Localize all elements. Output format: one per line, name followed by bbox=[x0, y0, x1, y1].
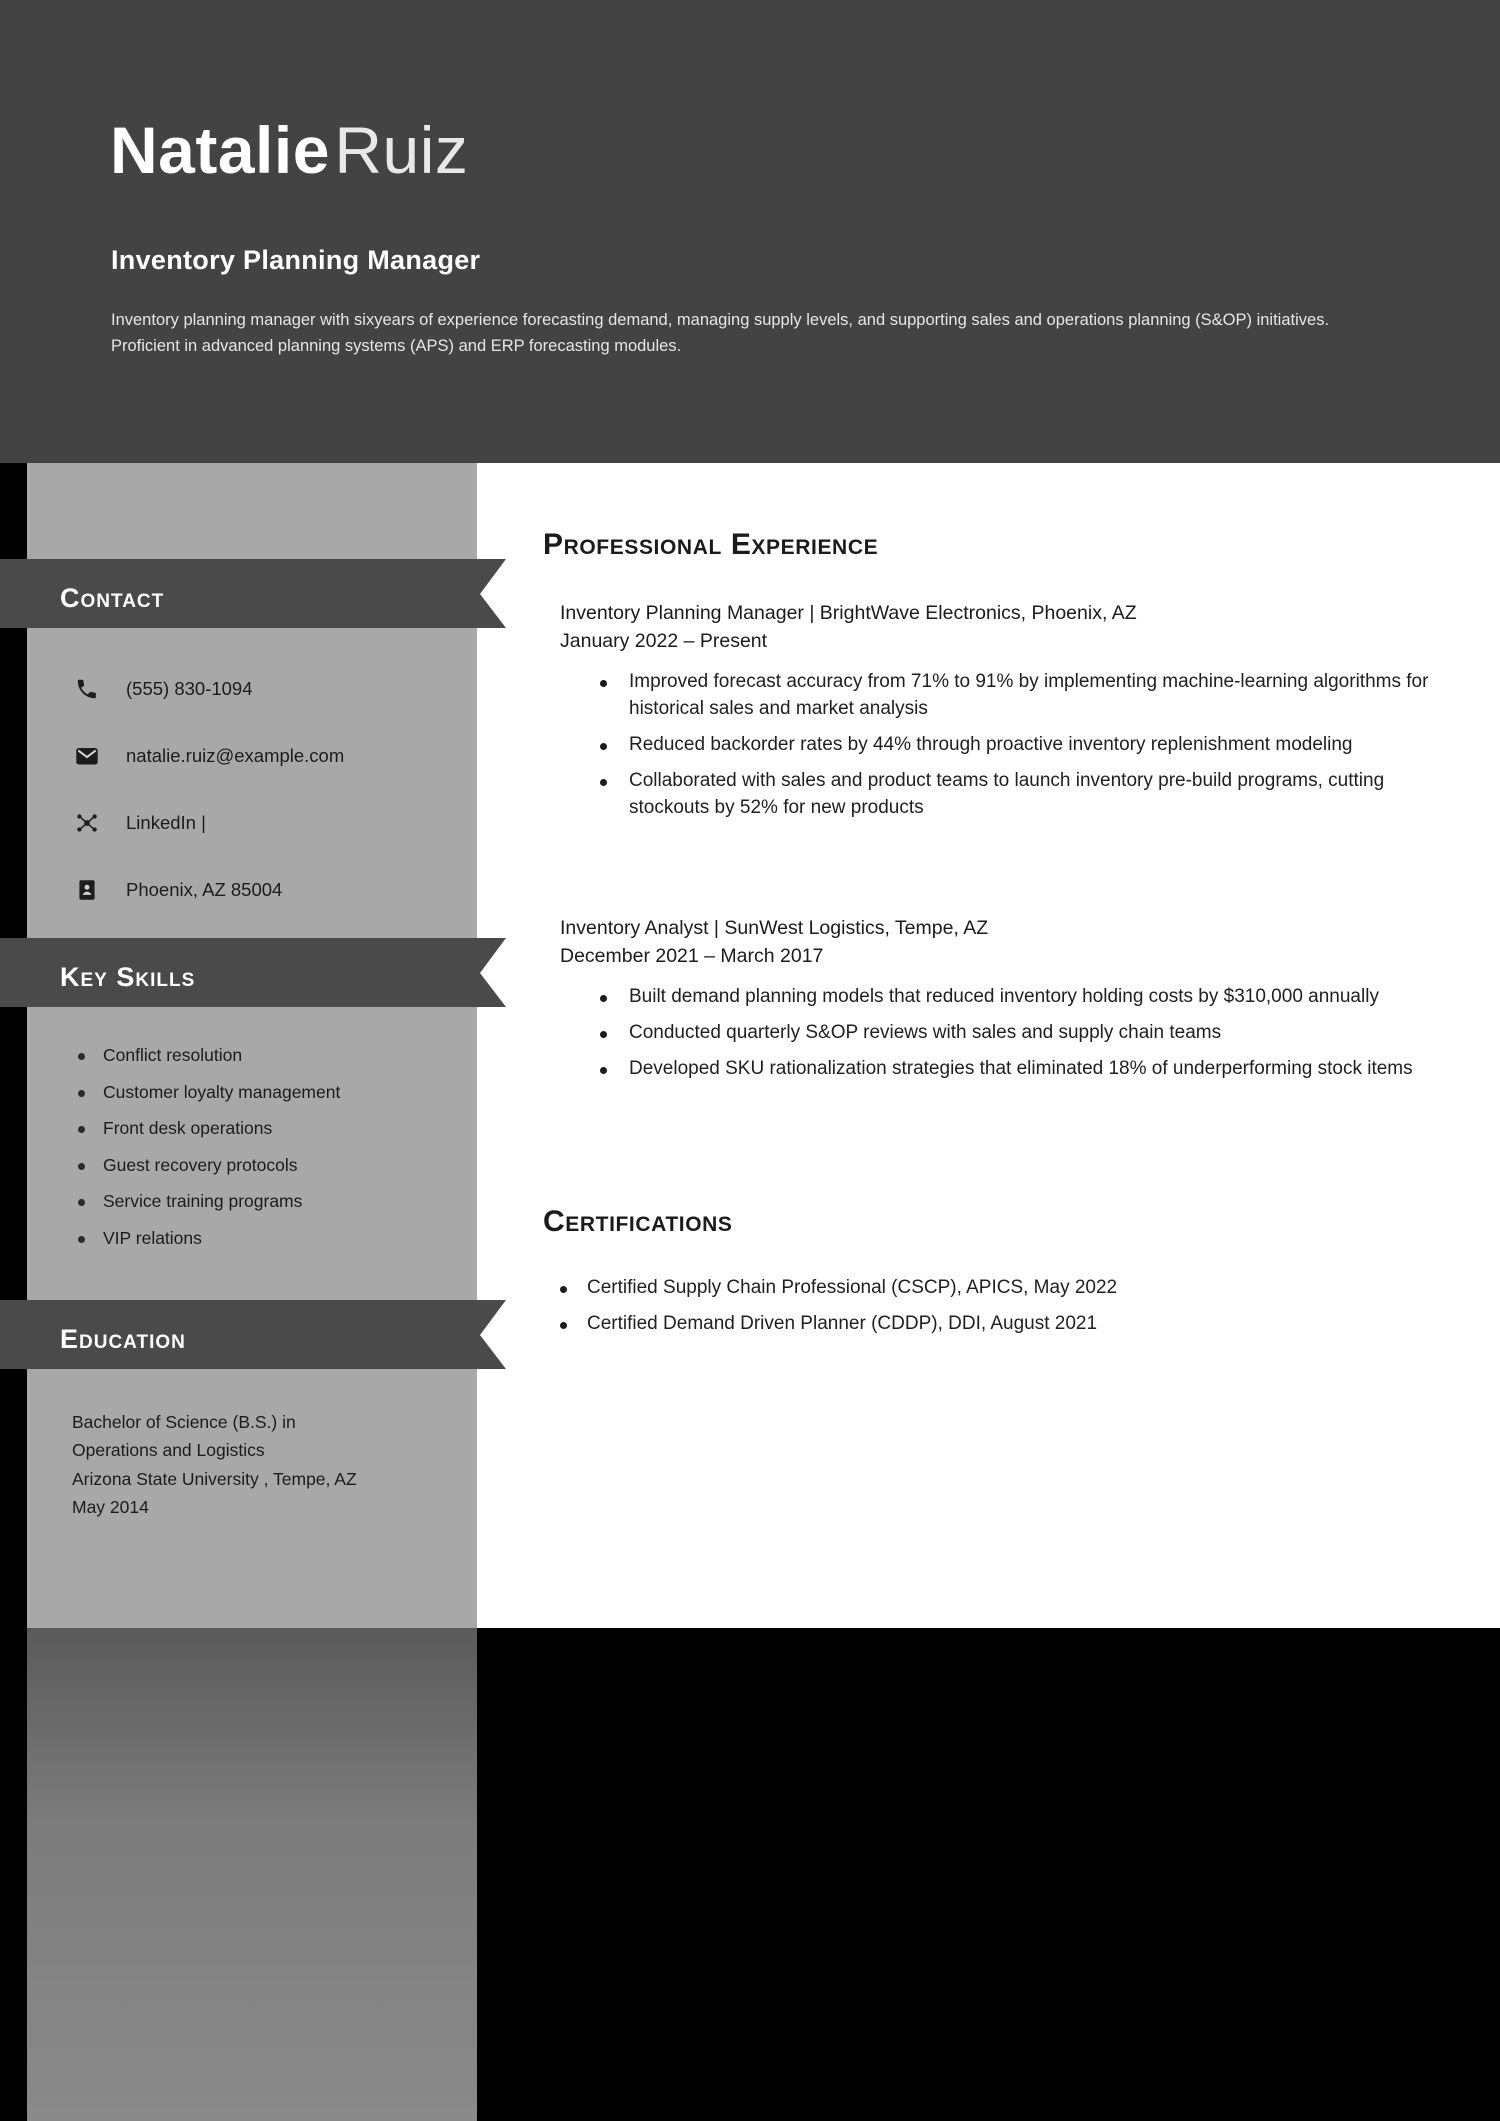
bullet-dot bbox=[600, 743, 607, 750]
contact-email: natalie.ruiz@example.com bbox=[126, 744, 345, 766]
list-item bbox=[560, 732, 1470, 759]
job-dates: January 2022 – Present bbox=[560, 629, 768, 652]
bullet-dot bbox=[560, 1286, 567, 1293]
last-name: Ruiz bbox=[334, 113, 469, 187]
education-field: Operations and Logistics bbox=[72, 1440, 265, 1461]
header-band bbox=[0, 0, 1500, 463]
bullet-text: Reduced backorder rates by 44% through proactive inventory replenishment modeling bbox=[629, 734, 1353, 756]
job-bullets bbox=[560, 669, 1470, 822]
education-heading: Education bbox=[60, 1324, 186, 1354]
bullet-text: Built demand planning models that reduced inventory holding costs by $310,000 annually bbox=[629, 986, 1379, 1008]
experience-entry bbox=[560, 600, 1470, 831]
bullet-dot bbox=[600, 1067, 607, 1074]
contact-linkedin: LinkedIn | bbox=[126, 811, 206, 833]
list-item bbox=[78, 1191, 448, 1212]
education-degree: Bachelor of Science (B.S.) in bbox=[72, 1412, 296, 1432]
phone-icon bbox=[70, 676, 104, 702]
experience-entry bbox=[560, 915, 1470, 1092]
certifications-heading: Certifications bbox=[543, 1205, 733, 1238]
list-item bbox=[560, 669, 1470, 723]
list-item[interactable] bbox=[70, 856, 450, 923]
list-item bbox=[78, 1082, 448, 1103]
bullet-dot bbox=[78, 1163, 85, 1170]
skill-label: Conflict resolution bbox=[103, 1045, 243, 1065]
list-item bbox=[560, 1275, 1460, 1302]
list-item[interactable] bbox=[70, 722, 450, 789]
first-name: Natalie bbox=[110, 113, 330, 187]
certification-text: Certified Demand Driven Planner (CDDP), DDI, August 2021 bbox=[587, 1312, 1098, 1334]
list-item bbox=[78, 1228, 448, 1249]
bullet-dot bbox=[78, 1199, 85, 1206]
sidebar-column-footer bbox=[27, 1628, 477, 2121]
bullet-dot bbox=[600, 995, 607, 1002]
bar-tail bbox=[480, 559, 506, 628]
skills-list bbox=[78, 1045, 448, 1264]
skill-label: Customer loyalty management bbox=[103, 1081, 341, 1102]
bullet-dot bbox=[78, 1236, 85, 1243]
list-item bbox=[560, 1311, 1460, 1338]
sidebar-section-header-education bbox=[0, 1300, 480, 1369]
bullet-text: Conducted quarterly S&OP reviews with sales and supply chain teams bbox=[629, 1022, 1222, 1044]
list-item bbox=[560, 1020, 1470, 1047]
location-icon bbox=[70, 877, 104, 903]
bullet-dot bbox=[560, 1322, 567, 1329]
list-item bbox=[560, 768, 1470, 822]
bullet-dot bbox=[78, 1126, 85, 1133]
list-item[interactable] bbox=[70, 789, 450, 856]
certification-text: Certified Supply Chain Professional (CSCP), APICS, May 2022 bbox=[587, 1277, 1118, 1298]
header-job-title: Inventory Planning Manager bbox=[111, 245, 481, 275]
contact-heading: Contact bbox=[60, 583, 165, 613]
certifications-list bbox=[560, 1275, 1460, 1346]
skills-heading: Key Skills bbox=[60, 962, 196, 992]
bar-tail bbox=[480, 1300, 506, 1369]
skill-label: Service training programs bbox=[103, 1191, 303, 1211]
bar-tail bbox=[480, 938, 506, 1007]
list-item bbox=[560, 984, 1470, 1011]
linkedin-icon bbox=[70, 810, 104, 836]
list-item bbox=[78, 1118, 448, 1139]
bullet-dot bbox=[600, 1031, 607, 1038]
skill-label: VIP relations bbox=[103, 1227, 202, 1248]
education-date: May 2014 bbox=[72, 1497, 149, 1518]
sidebar-section-header-skills bbox=[0, 938, 480, 1007]
bullet-text: Developed SKU rationalization strategies that eliminated 18% of underperforming stock items bbox=[629, 1058, 1413, 1080]
bullet-text: Improved forecast accuracy from 71% to 91% by implementing machine-learning algorithms for historical sales and market analysis bbox=[629, 671, 1429, 720]
email-icon bbox=[70, 743, 104, 769]
skill-label: Guest recovery protocols bbox=[103, 1154, 298, 1175]
list-item bbox=[78, 1045, 448, 1066]
skill-label: Front desk operations bbox=[103, 1118, 273, 1138]
candidate-name bbox=[110, 112, 468, 188]
job-dates: December 2021 – March 2017 bbox=[560, 944, 824, 967]
sidebar-section-header-contact bbox=[0, 559, 480, 628]
job-title-company: Inventory Planning Manager | BrightWave Electronics, Phoenix, AZ bbox=[560, 602, 1137, 624]
experience-heading: Professional Experience bbox=[543, 528, 879, 561]
job-bullets bbox=[560, 984, 1470, 1083]
header-summary: Inventory planning manager with sixyears of experience forecasting demand, managing supply levels, and supporting sales and operations planning (S&OP) initiatives. Proficient in advanced planning systems (APS) and ERP forecasting modules. bbox=[111, 311, 1330, 355]
job-title-company: Inventory Analyst | SunWest Logistics, Tempe, AZ bbox=[560, 917, 989, 939]
list-item bbox=[560, 1056, 1470, 1083]
education-school: Arizona State University , Tempe, AZ bbox=[72, 1468, 357, 1489]
contact-phone: (555) 830-1094 bbox=[126, 677, 253, 699]
bullet-dot bbox=[600, 779, 607, 786]
contact-list bbox=[70, 655, 450, 923]
education-block bbox=[72, 1408, 442, 1521]
list-item bbox=[78, 1155, 448, 1176]
bullet-dot bbox=[78, 1090, 85, 1097]
bullet-text: Collaborated with sales and product teams to launch inventory pre-build programs, cutting stockouts by 52% for new products bbox=[629, 770, 1385, 819]
bullet-dot bbox=[78, 1053, 85, 1060]
bullet-dot bbox=[600, 680, 607, 687]
list-item[interactable] bbox=[70, 655, 450, 722]
contact-location: Phoenix, AZ 85004 bbox=[126, 878, 283, 900]
